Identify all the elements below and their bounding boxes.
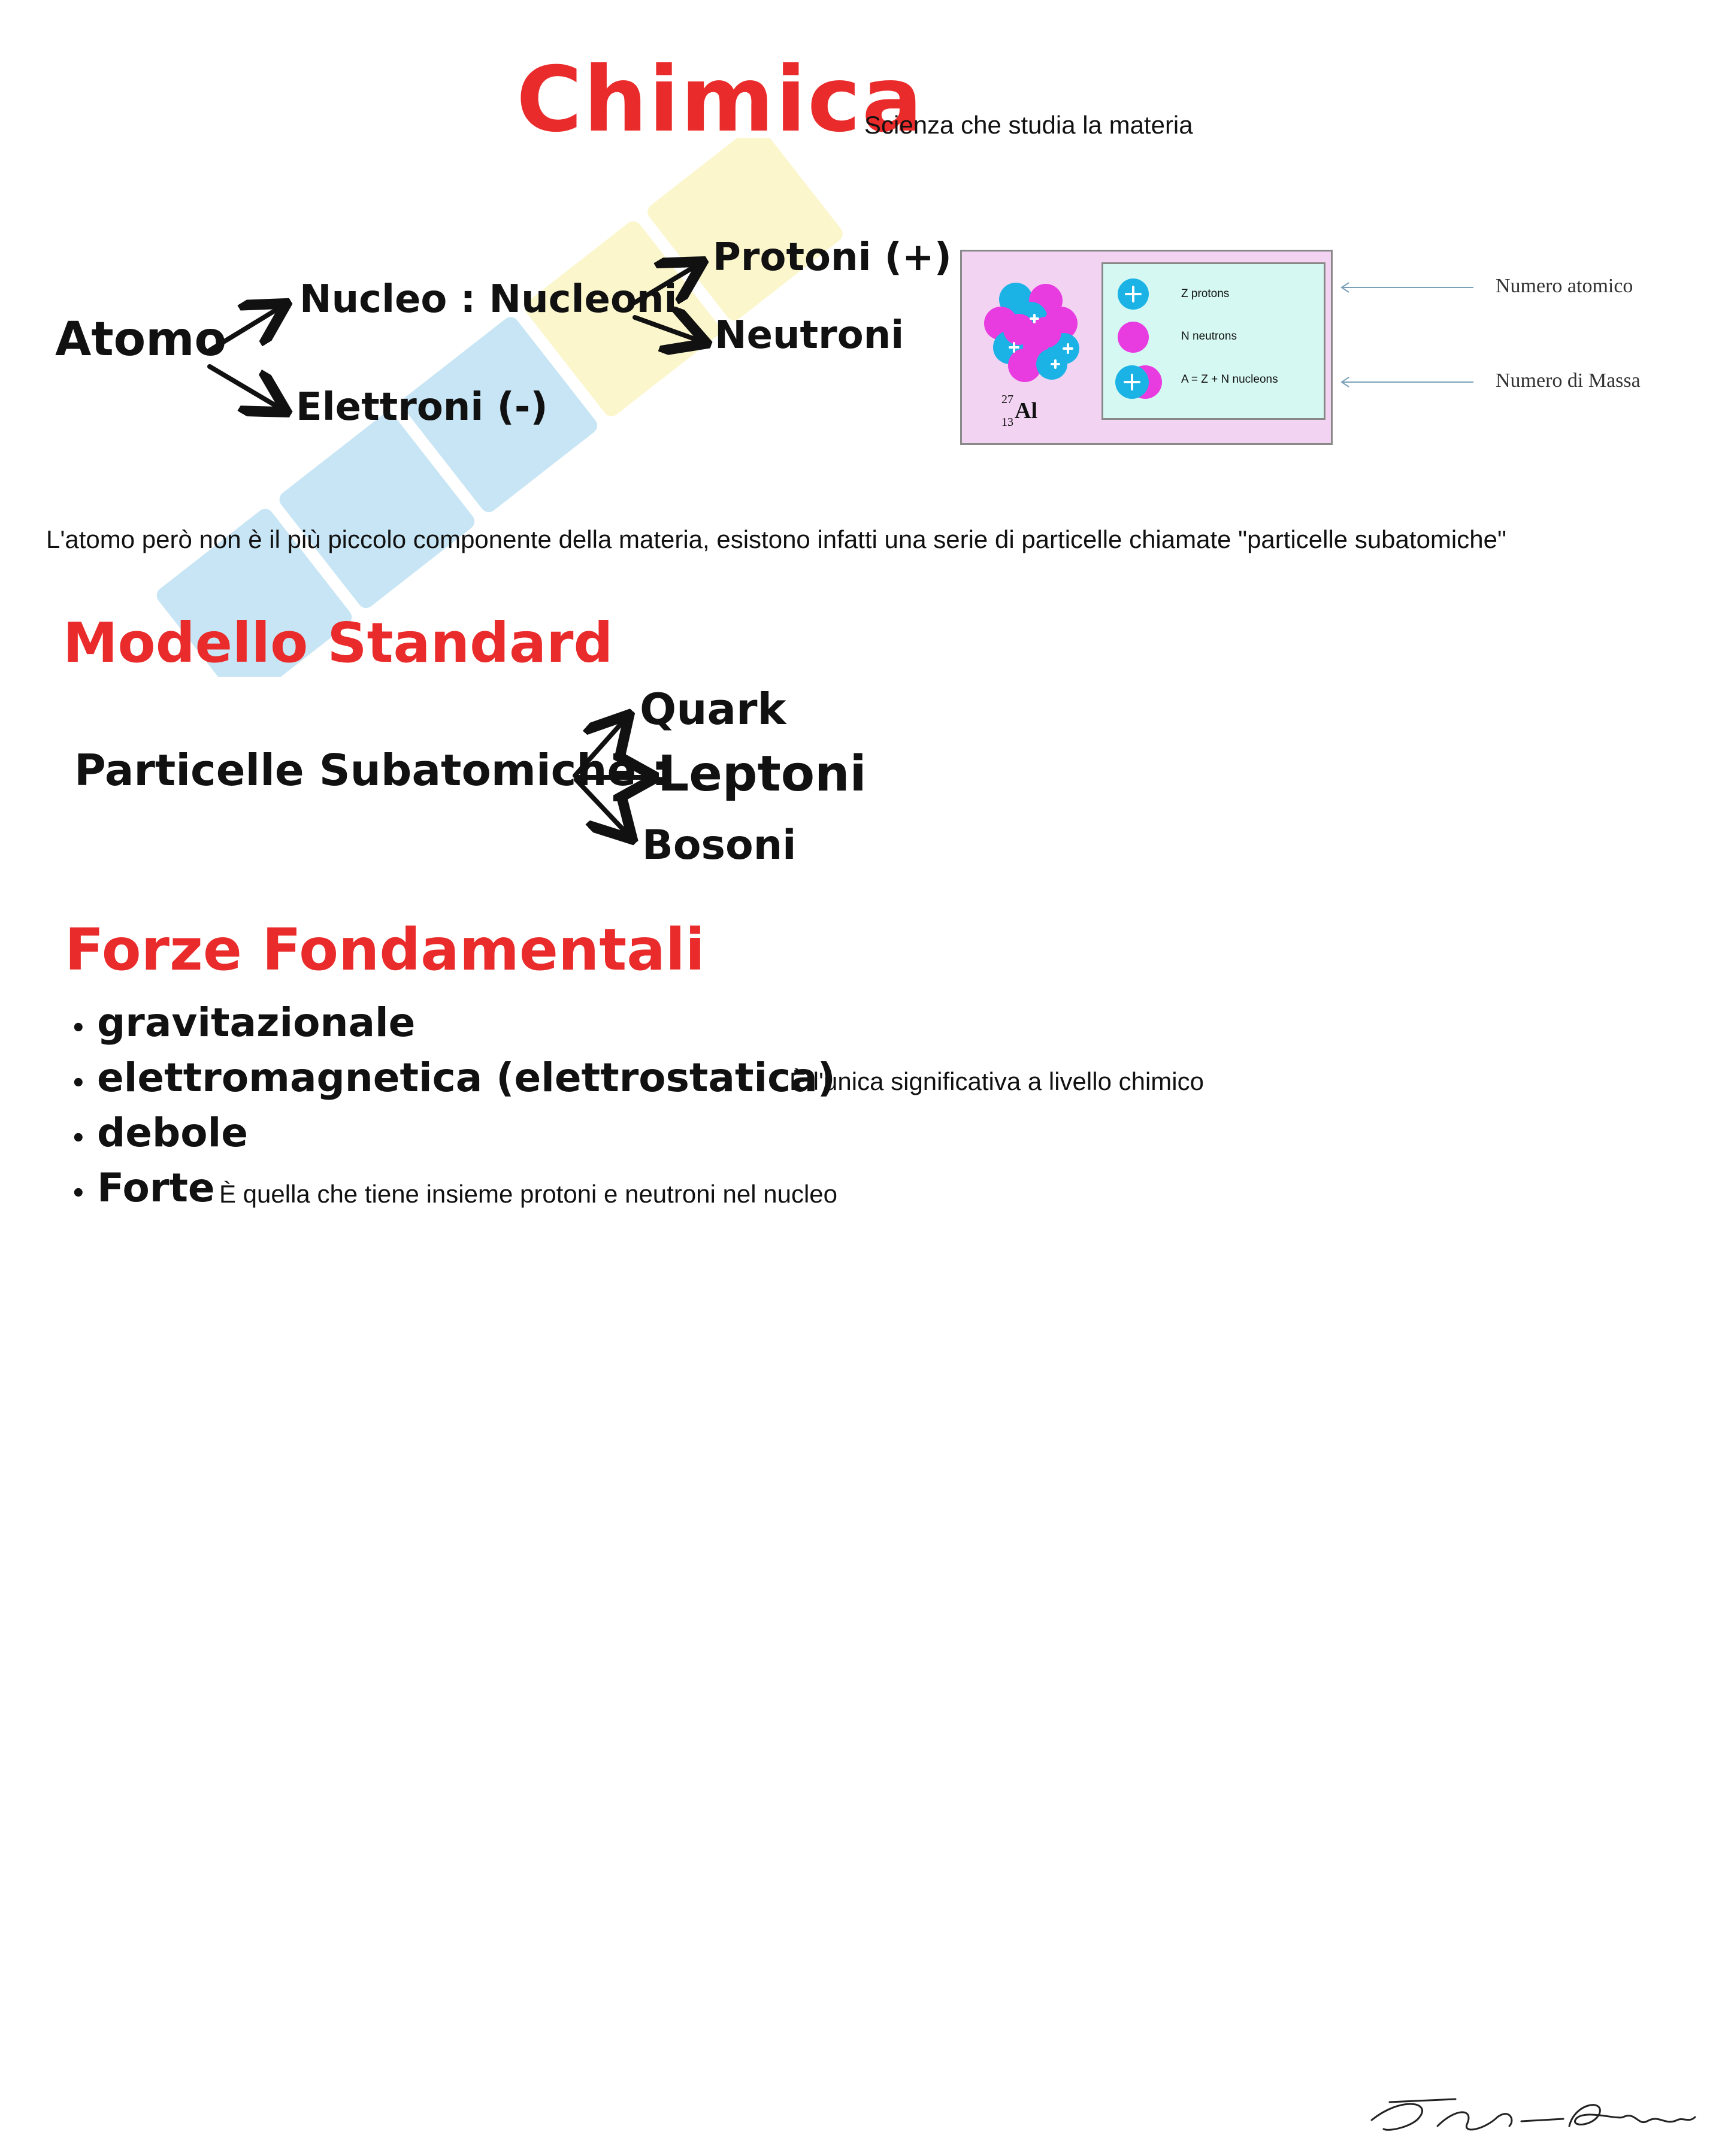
- intro-paragraph: L'atomo però non è il più piccolo componente della materia, esistono infatti una serie di particelle chiamate "particelle subatomiche": [46, 525, 1506, 553]
- bullet: •: [71, 1180, 86, 1207]
- mass-number: 27: [1001, 393, 1013, 406]
- nucleus-icon: [974, 275, 1088, 389]
- force-item-gravitational: [71, 1000, 416, 1046]
- atom-protons: Protoni (+): [713, 235, 952, 280]
- forces-list: [71, 1000, 1388, 1231]
- nucleus-legend: [1101, 262, 1325, 420]
- force-note-strong: È quella che tiene insieme protoni e neutroni nel nucleo: [219, 1180, 838, 1208]
- arrow-quark: [575, 722, 623, 776]
- arrow-atom-nucleus: [210, 308, 279, 350]
- force-item-strong: [71, 1165, 215, 1211]
- nucleus-diagram: [960, 250, 1333, 445]
- forces-heading: Forze Fondamentali: [65, 916, 705, 983]
- standard-model-heading: Modello Standard: [63, 611, 613, 675]
- bullet: •: [71, 1015, 86, 1042]
- proton-icon: [1115, 276, 1151, 312]
- atom-neutrons: Neutroni: [715, 313, 904, 358]
- pointer-mass-number: [1342, 377, 1473, 387]
- bullet: •: [71, 1070, 86, 1097]
- diagram-pointers: [1336, 275, 1491, 395]
- arrow-bosoni: [576, 780, 626, 832]
- author-signature: [1366, 2084, 1701, 2144]
- label-mass-number: Numero di Massa: [1496, 370, 1641, 392]
- atom-electrons: Elettroni (-): [296, 385, 548, 429]
- arrow-nucleus-protons: [635, 267, 695, 302]
- atom-tree-arrows: [0, 0, 958, 479]
- subatomic-leptoni: Leptoni: [658, 746, 867, 803]
- page-subtitle: Scienza che studia la materia: [864, 111, 1193, 139]
- legend-neutrons: N neutrons: [1181, 330, 1237, 343]
- legend-protons: Z protons: [1181, 287, 1230, 300]
- page-title: Chimica: [516, 48, 924, 152]
- neutron-icon: [1115, 319, 1151, 355]
- force-item-electromagnetic: [71, 1055, 836, 1101]
- subatomic-bosoni: Bosoni: [642, 822, 797, 869]
- force-name: elettromagnetica (elettrostatica): [97, 1055, 836, 1101]
- atom-root: Atomo: [55, 313, 227, 367]
- atomic-number: 13: [1001, 416, 1013, 429]
- label-atomic-number: Numero atomico: [1496, 275, 1633, 297]
- subatomic-quark: Quark: [640, 684, 786, 734]
- element-symbol: Al: [1015, 398, 1037, 423]
- legend-nucleons: A = Z + N nucleons: [1181, 373, 1278, 386]
- pointer-atomic-number: [1342, 283, 1473, 292]
- nucleon-icon: [1109, 361, 1169, 403]
- force-name: gravitazionale: [97, 1000, 416, 1046]
- bullet: •: [71, 1125, 86, 1152]
- force-name: debole: [97, 1110, 249, 1156]
- arrow-atom-electrons: [210, 367, 279, 407]
- subatomic-root: Particelle Subatomiche :: [74, 745, 669, 795]
- arrow-nucleus-neutrons: [635, 317, 698, 340]
- subatomic-arrows: [563, 701, 659, 850]
- force-item-weak: [71, 1110, 249, 1156]
- force-name: Forte: [97, 1165, 215, 1211]
- atom-nucleus: Nucleo : Nucleoni: [299, 277, 677, 322]
- force-note-electromagnetic: È l'unica significativa a livello chimico: [789, 1067, 1204, 1095]
